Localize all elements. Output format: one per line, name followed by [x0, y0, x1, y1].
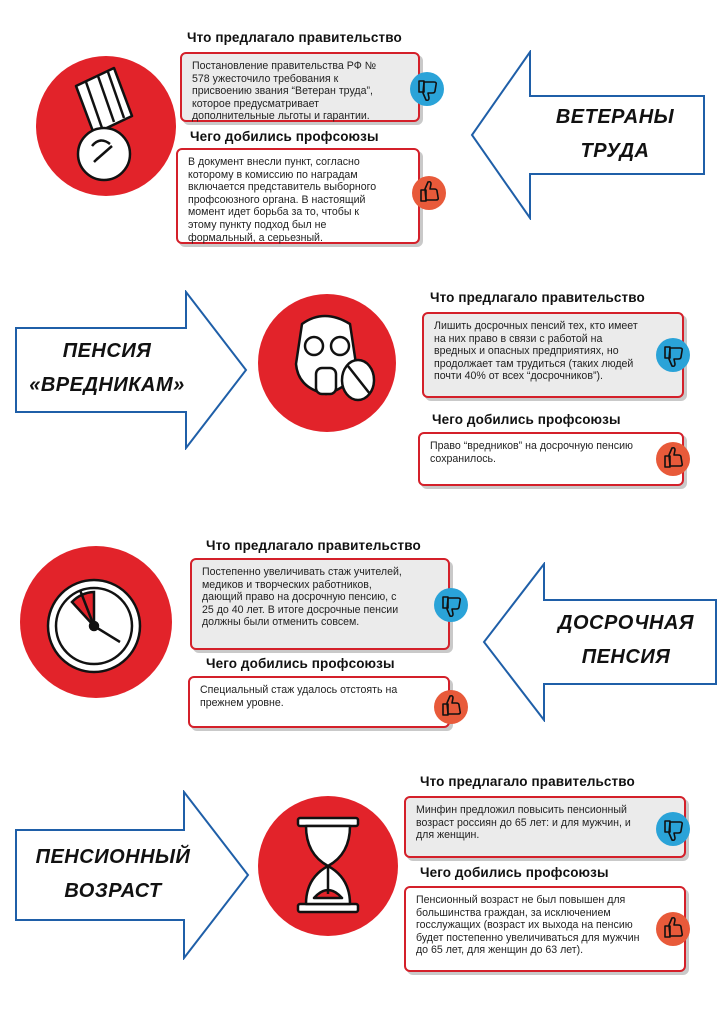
section3-title-arrow	[482, 562, 720, 722]
section3-icon-circle	[20, 546, 172, 698]
section3-union-heading: Чего добились профсоюзы	[206, 656, 395, 671]
section4-gov-heading: Что предлагало правительство	[420, 774, 635, 789]
section3-gov-heading: Что предлагало правительство	[206, 538, 421, 553]
thumbs-up-icon	[656, 912, 690, 946]
thumbs-up-icon	[412, 176, 446, 210]
section1-gov-box	[180, 52, 420, 122]
section1-title: ВЕТЕРАНЫ ТРУДА	[555, 106, 675, 162]
medal-icon	[36, 56, 176, 196]
section4-title-arrow	[14, 790, 252, 960]
section4-icon-circle	[258, 796, 398, 936]
thumbs-up-icon	[434, 690, 468, 724]
section2-gov-text: Лишить досрочных пенсий тех, кто имеет на них право в связи с работой на вредных и опасных предприятиях, но продолжает там трудиться (таких людей почти 40% от всех “досрочников”).	[434, 320, 638, 383]
section3-gov-box	[190, 558, 450, 650]
section3-union-box	[188, 676, 450, 728]
section4-union-text: Пенсионный возраст не был повышен для большинства граждан, за исключением госслужащих (возраст их выхода на пенсию будет постепенно увеличиваться для мужчин до 65 лет, для женщин до 63 лет).	[416, 894, 640, 957]
section1-gov-heading: Что предлагало правительство	[187, 30, 402, 45]
section2-title: ПЕНСИЯ «ВРЕДНИКАМ»	[29, 340, 185, 396]
thumbs-down-icon	[410, 72, 444, 106]
section3-gov-text: Постепенно увеличивать стаж учителей, медиков и творческих работников, дающий право на досрочную пенсию, с 25 до 40 лет. В итоге досрочные пенсии должны были отменить совсем.	[202, 566, 402, 629]
section3-title: ДОСРОЧНАЯ ПЕНСИЯ	[558, 612, 694, 668]
gas-mask-icon	[258, 294, 396, 432]
section1-gov-text: Постановление правительства РФ № 578 ужесточило требования к присвоению звания “Ветеран труда”, которое предусматривает дополнительные льготы и гарантии.	[192, 60, 377, 123]
clock-icon	[20, 546, 172, 698]
section1-title-arrow	[470, 50, 710, 220]
thumbs-down-icon	[656, 338, 690, 372]
thumbs-up-icon	[656, 442, 690, 476]
section1-union-text: В документ внесли пункт, согласно которому в комиссию по наградам включается представитель выборного профсоюзного органа. В настоящий момент идет борьба за то, чтобы к этому пункту подход был не формальный, а серьезный.	[188, 156, 377, 244]
section1-icon-circle	[36, 56, 176, 196]
section2-title-arrow	[14, 290, 250, 450]
section3-union-text: Специальный стаж удалось отстоять на прежнем уровне.	[200, 684, 398, 709]
section2-gov-box	[422, 312, 684, 398]
thumbs-down-icon	[434, 588, 468, 622]
section1-union-box	[176, 148, 420, 244]
section4-gov-text: Минфин предложил повысить пенсионный возраст россиян до 65 лет: и для мужчин, и для женщин.	[416, 804, 631, 842]
section2-gov-heading: Что предлагало правительство	[430, 290, 645, 305]
section2-union-text: Право “вредников” на досрочную пенсию сохранилось.	[430, 440, 633, 465]
hourglass-icon	[258, 796, 398, 936]
section4-union-heading: Чего добились профсоюзы	[420, 865, 609, 880]
section4-title: ПЕНСИОННЫЙ ВОЗРАСТ	[35, 846, 191, 902]
section1-union-heading: Чего добились профсоюзы	[190, 129, 379, 144]
section2-icon-circle	[258, 294, 396, 432]
section2-union-heading: Чего добились профсоюзы	[432, 412, 621, 427]
section4-union-box	[404, 886, 686, 972]
thumbs-down-icon	[656, 812, 690, 846]
section4-gov-box	[404, 796, 686, 858]
section2-union-box	[418, 432, 684, 486]
